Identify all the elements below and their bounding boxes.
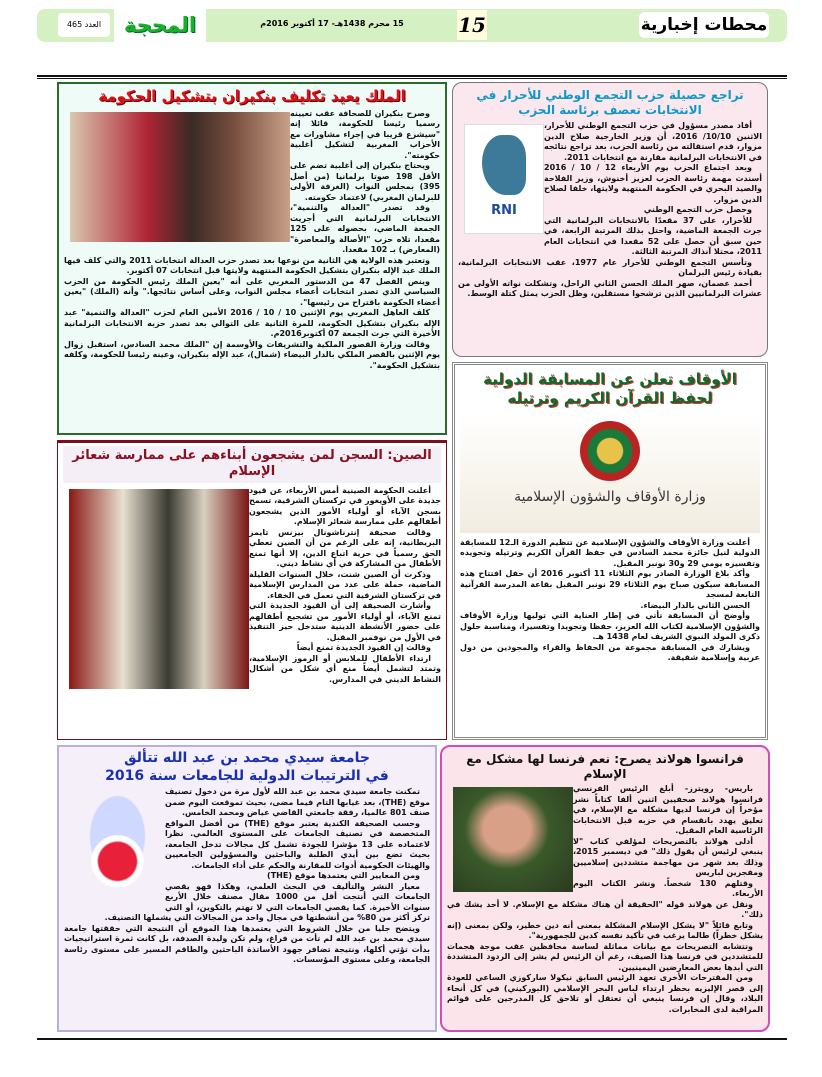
university-logo xyxy=(70,790,165,905)
paragraph: ويتضح جليا من خلال الشروط التي يعتمدها هذا الموقع أن النتيجة التي حققتها جامعة سيدي محمد بن عبد الله لم تأت من فراغ، ولم تكن وليدة الصدفة، بل كانت ثمرة استراتيجيات بدأت تؤتي أكلها، ونتيجة تضافر جهود الأساتذة الباحثين والطاقم المسير على مستوى رئاسة الجامعة، وعلى مستوى المؤسسات. xyxy=(64,923,430,964)
paragraph: أفاد مصدر مسؤول في حزب التجمع الوطني للأحرار، الاثنين 10/10/ 2016، أن وزير الخارجية صلاح الدين مزوار، قدم استقالته من رئاسة الحزب، بعد تراجع نتائجه في الانتخابات البرلمانية مقارنة مع انتخابات 2011. xyxy=(544,121,762,162)
paragraph: وتأسس التجمع الوطني للأحرار عام 1977، عقب الانتخابات البرلمانية، بقيادة رئيس البرلمان xyxy=(458,257,762,277)
newspaper-logo: المحجة xyxy=(114,9,206,42)
date: 15 محرم 1438هـ- 17 أكتوبر 2016م xyxy=(260,19,404,28)
paragraph: وتتشابه التصريحات مع بيانات مماثلة لساسة محافظين عقب موجة هجمات للمتشددين في فرنسا هذا الصيف، رغم أن الرئيس لم يشر إلى الردود المتشددة التي أبدها بعض المعارضين اليمينيين. xyxy=(447,941,763,972)
page-number: 15 xyxy=(457,10,487,40)
divider xyxy=(37,1038,787,1040)
page-header xyxy=(37,9,787,42)
paragraph: أعلنت الحكومة الصينية أمس الأربعاء، عن قيود جديدة على الأويغور في تركستان الشرقية، تسمح بسجن الآباء أو أولياء الأمور الذين يشجعون أطفالهم على ممارسة شعائر الإسلام. xyxy=(249,485,441,526)
paragraph: وذكرت أن الصين شنت، خلال السنوات القليلة الماضية، حملة على عدد من المدارس الإسلامية في تركستان الشرقية التي تعمل في الخفاء. xyxy=(249,569,441,600)
paragraph: وحصل حزب التجمع الوطني xyxy=(643,205,752,214)
divider xyxy=(37,75,787,77)
paragraph: وبعد اجتماع الحزب يوم الأربعاء 12 / 10 / 2016 أسندت مهمة رئاسة الحزب لعزيز أخنوش، وزير الفلاحة والصيد البحري في الحكومة المنتهية ولايتها، خلفا لصلاح الدين مزوار. xyxy=(544,163,762,204)
paragraph: ومن المعايير التي يعتمدها موقع (THE) xyxy=(267,871,420,880)
paragraph: وأكد بلاغ الوزارة الصادر يوم الثلاثاء 11 أكتوبر 2016 أن حفل افتتاح هذه المسابقة سيكون صباح يوم الثلاثاء 29 نونبر المقبل بقاعة المدرسة القرآنية التابعة لمسجد xyxy=(460,569,760,599)
paragraph: باريس- رويترز- أبلغ الرئيس الفرنسي فرانسوا هولاند صحفيين اثنين ألفا كتاباً نشر مؤخراً إن فرنسا لديها مشكلة مع الإسلام، في تعليق يهدد بانقسام في حزبه قبل الانتخابات الرئاسية العام المقبل. xyxy=(573,784,763,835)
paragraph: معيار النشر والتأليف في البحث العلمي، وهكذا فهو يقصي الجامعات التي أنتجت أقل من 1000 مقال مصنف خلال الأربع سنوات الأخيرة. كما يقصي الجامعات التي لا تهتم بالتكوين، أو التي تركز أكثر من 80% من أنشطتها في مجال واحد من المجالات التي يشملها التصنيف. xyxy=(104,881,431,922)
paragraph: وقد تصدر "العدالة والتنمية"، الانتخابات البرلمانية التي أجريت الجمعة الماضي، بحصوله على 125 مقعدا، تلاه حزب "الأصالة والمعاصرة" (المعارض) بـ 102 مقعدا. xyxy=(290,203,440,255)
paragraph: وتعتبر هذه الولاية هي الثانية من نوعها بعد تصدر حزب العدالة انتخابات 2011 والتي كلف فيها الملك عبد الإله بنكيران بتشكيل الحكومة المنتهية ولايتها قبل انتخابات 07 أكتوبر. xyxy=(64,255,440,276)
section-title: محطات إخبارية xyxy=(639,12,769,38)
bird-icon xyxy=(482,135,526,195)
paragraph: وقالت وزارة القصور الملكية والتشريفات والأوسمة إن "الملك محمد السادس، استقبل زوال يوم الإثنين بالقصر الملكي بالدار البيضاء (شمال)، عبد الإله بنكيران، وعينه رئيسا للحكومة، وكلفه بتشكيل الحكومة". xyxy=(64,339,440,370)
article-china xyxy=(57,440,447,740)
hollande-photo xyxy=(453,787,573,892)
article-title: فرانسوا هولاند يصرح: نعم فرنسا لها مشكل مع الإسلام xyxy=(466,752,744,781)
article-title: الأوقاف تعلن عن المسابقة الدولية لحفظ القرآن الكريم وترتيله xyxy=(483,370,737,407)
paragraph: وقتلهم 130 شخصاً. ونشر الكتاب اليوم الأربعاء. xyxy=(573,878,763,898)
article-hollande xyxy=(440,745,770,1032)
article-rni xyxy=(452,82,768,357)
paragraph: ونقل عن هولاند قوله "الحقيقة أن هناك مشكلة مع الإسلام. لا أحد يشك في ذلك". xyxy=(447,899,763,919)
ministry-emblem-image: وزارة الأوقاف والشؤون الإسلامية xyxy=(460,413,760,533)
paragraph: وصرح بنكيران للصحافة عقب تعيينه رسميا رئيسا للحكومة، قائلا إنه "سيشرع قريبا في إجراء مشاورات مع الأحزاب المغربية لتشكيل أغلبية حكومته". xyxy=(290,108,440,160)
article-title: الصين: السجن لمن يشجعون أبناءهم على ممارسة شعائر الإسلام xyxy=(63,446,441,483)
paragraph: للأحرار، على 37 مقعدًا بالانتخابات البرلمانية التي جرت الجمعة الماضية، واحتل بذلك المرتبة الرابعة، في حين سبق أن حصل على 52 مقعدا في انتخابات العام 2011، محتلا آنذاك المرتبة الثالثة. xyxy=(544,215,762,256)
king-photo xyxy=(70,112,290,242)
paragraph: وأشارت الصحيفة إلى أن القيود الجديدة التي تمنع الآباء، أو أولياء الأمور من تشجيع أطفالهم على حضور الأنشطة الدينية ستدخل حيز التنفيذ في الأول من نوفمبر المقبل. xyxy=(249,601,441,642)
paragraph: أعلنت وزارة الأوقاف والشؤون الإسلامية عن تنظيم الدورة الـ12 للمسابقة الدولية لنيل جائزة محمد السادس في حفظ القرآن الكريم وترتيله وتجويده وتفسيره يومي 29 و30 نونبر المقبل. xyxy=(460,537,760,568)
issue-number: العدد 465 xyxy=(58,13,110,37)
rni-logo: RNI xyxy=(464,124,544,234)
paragraph: أدلى هولاند بالتصريحات لمؤلفي كتاب "لا ينبغي لرئيس أن يقول ذلك" في ديسمبر 2015، وذلك بعد شهر من مهاجمة متشددين إسلاميين ومفجرين لباريس xyxy=(573,836,763,877)
paragraph: الحسن الثاني بالدار البيضاء. xyxy=(640,600,750,610)
paragraph: ويحتاج بنكيران إلى أغلبية تضم على الأقل 198 صوتا برلمانيا (من أصل 395) بمجلس النواب (الغرفة الأولى للبرلمان المغربي) لاعتماد حكومته. xyxy=(290,161,440,202)
emblem-icon xyxy=(580,421,640,481)
article-title: في الترتيبات الدولية للجامعات سنة 2016 xyxy=(105,767,389,784)
paragraph: تمكنت جامعة سيدي محمد بن عبد الله لأول مرة من دخول تصنيف موقع (THE)، بعد غيابها التام فيما مضى، بحيث تموقعت اليوم ضمن صنف 801 عالميا، رفقة جامعتي القاضي عياض ومحمد الخامس. xyxy=(165,787,431,817)
paragraph: وتابع قائلاً "لا يشكل الإسلام المشكلة بمعنى أنه دين خطير، ولكن بمعنى (إنه يشكل خطراً) طالما يرغب في تأكيد نفسه كدين للجمهورية". xyxy=(447,920,763,940)
paragraph: وقالت إن القيود الجديدة تمنع أيضاً xyxy=(296,643,431,652)
paragraph: وينص الفصل 47 من الدستور المغربي على أنه "يعين الملك رئيس الحكومة من الحزب السياسي الذي تصدر انتخابات أعضاء مجلس النواب، وعلى أساس نتائجها." وأنه (الملك) "يعين أعضاء الحكومة باقتراح من رئيسها". xyxy=(64,276,440,307)
article-title: الملك يعيد تكليف بنكيران بتشكيل الحكومة xyxy=(98,87,406,105)
divider xyxy=(37,78,787,79)
article-title: جامعة سيدي محمد بن عبد الله تتألق xyxy=(124,750,370,766)
paragraph: أحمد عصمان، صهر الملك الحسن الثاني الراحل، وتشكلت نواته الأولى من عشرات البرلمانيين الذين ترشحوا مستقلين، وظل الحزب يمثل كتلة الوسط. xyxy=(458,278,762,298)
article-awqaf xyxy=(452,362,768,740)
article-column xyxy=(460,538,760,664)
article-king xyxy=(57,82,447,435)
uyghur-photo xyxy=(69,489,249,689)
paragraph: ارتداء الأطفال للملابس أو الرموز الإسلامية، وتمتد لتشمل أيضاً منع أي شكل من أشكال النشاط الديني في المدارس. xyxy=(249,653,441,684)
article-column xyxy=(64,308,440,371)
paragraph: كلف العاهل المغربي يوم الإثنين 10 / 10 / 2016 الأمين العام لحزب "العدالة والتنمية" عبد الإله بنكيران بتشكيل الحكومة، للمرة الثانية على التوالي بعد تصدر حزبه الانتخابات البرلمانية الأخيرة التي جرت الجمعة 07 أكتوبر2016م. xyxy=(64,308,440,339)
paragraph: وقالت صحيفة إنترناشونال بيزنس تايمز البريطانية، إنه على الرغم من أن الصين تعطي الحق رسمياً في حرية اتباع الدين، إلا أنها تمنع الأطفال من المشاركة في أي نشاط ديني. xyxy=(249,527,441,568)
paragraph: ويشارك في المسابقة مجموعة من الحفاظ والقراء والمجودين من دول عربية وإسلامية شقيقة. xyxy=(460,642,760,662)
paragraph: ومن المقترحات الأخرى تعهد الرئيس السابق نيكولا ساركوزي الساعي للعودة إلى قصر الإليزيه بحظر ارتداء لباس البحر الإسلامي (البوركيني) في كل أنحاء البلاد، وقال إن فرنسا ينبغي أن تعتقل أو تلاحق كل المدرجين على قوائم المراقبة لدى المخابرات. xyxy=(447,973,763,1014)
article-title: تراجع حصيلة حزب التجمع الوطني للأحرار في الانتخابات تعصف برئاسة الحزب xyxy=(476,88,744,117)
paragraph: وحسب الصحيفة الكندية يعتبر موقع (THE) من أفضل المواقع المتخصصة في تصنيف الجامعات على المستوى العالمي. نظرا لاعتماده على 13 مؤشرا للجودة تشمل كل مجالات تدخل الجامعة، بحيث تضع بين أيدي الطلبة والباحثين والمسؤولين الجامعيين والهيئات الحكومية أدوات للمقارنة والحكم على أداء الجامعات. xyxy=(165,818,430,870)
paragraph: وأوضح أن المسابقة تأتي في إطار العناية التي توليها وزارة الأوقاف والشؤون الإسلامية لكتاب الله العزيز، حفظا وتجويدا وتفسيرا، ومناسبة حلول ذكرى المولد النبوي الشريف لعام 1438 هـ. xyxy=(460,611,760,641)
article-university xyxy=(57,745,437,1032)
